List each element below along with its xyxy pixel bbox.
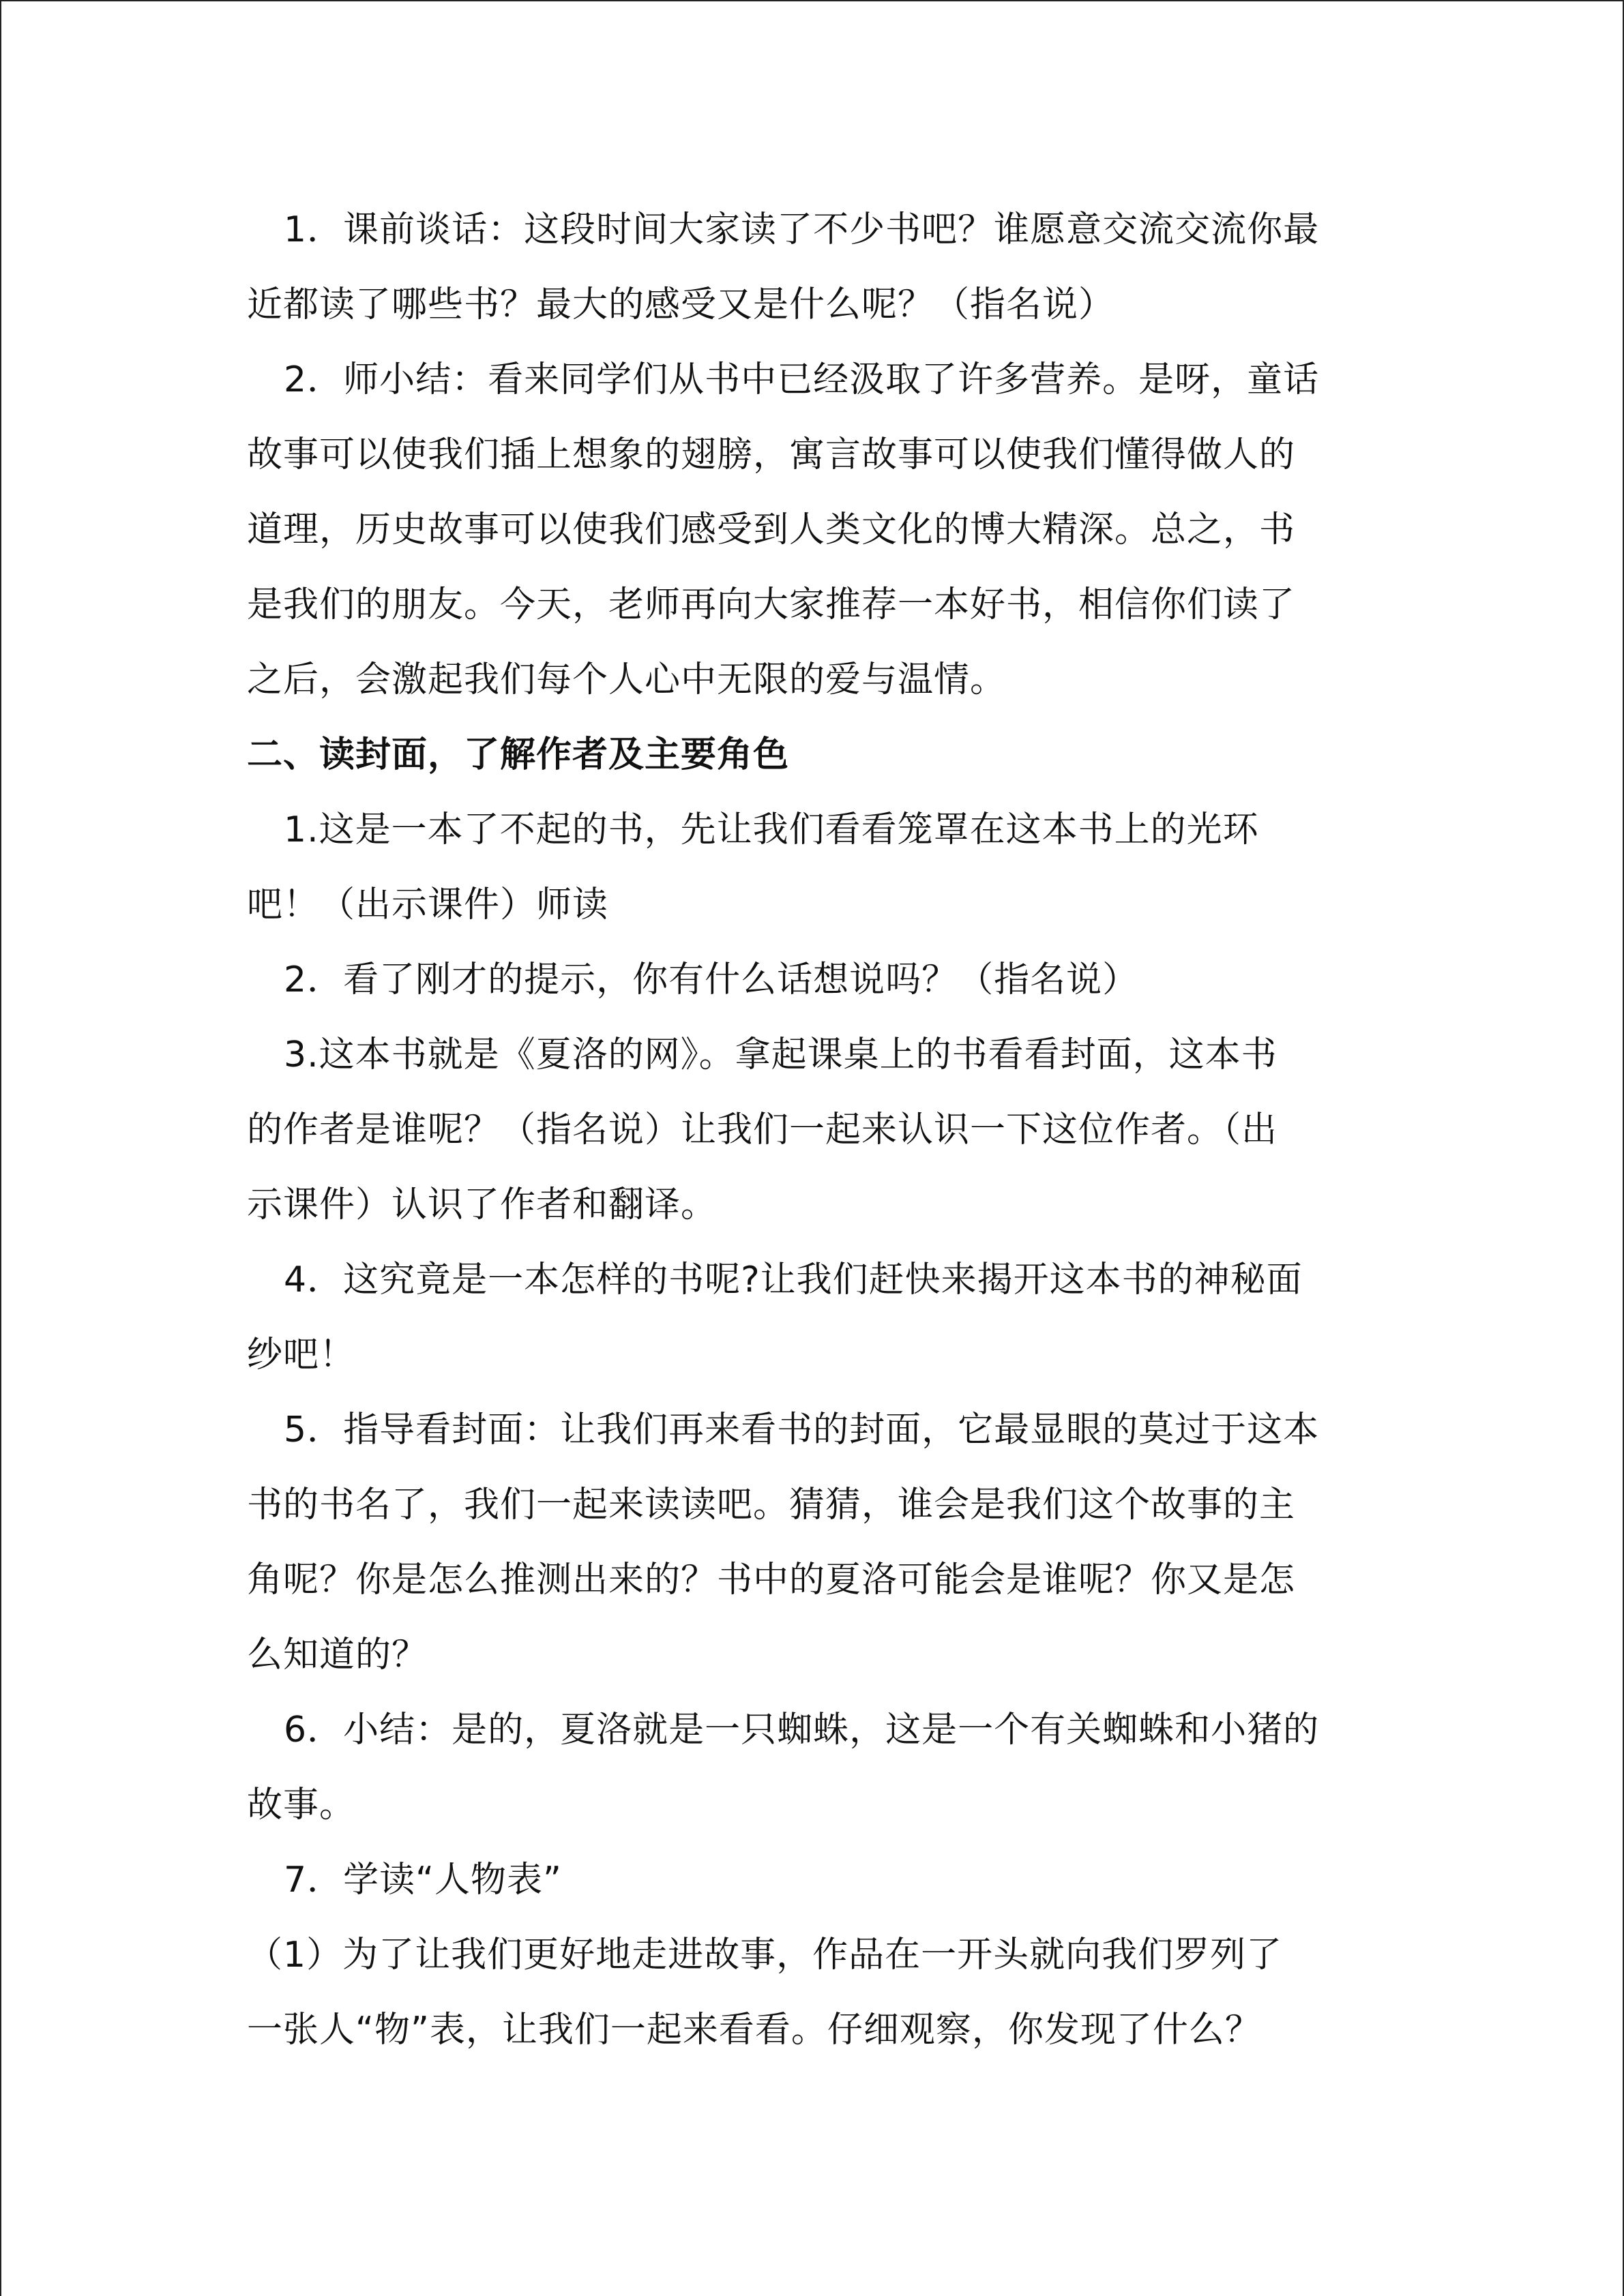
paragraph-line: 7．学读“人物表”: [284, 1860, 562, 1900]
paragraph-line: 示课件）认识了作者和翻译。: [247, 1184, 718, 1225]
section-heading: 二、读封面，了解作者及主要角色: [247, 734, 790, 775]
document-body: [247, 192, 1379, 2068]
paragraph-line: 角呢？你是怎么推测出来的？书中的夏洛可能会是谁呢？你又是怎: [247, 1560, 1296, 1600]
paragraph-line: 道理，历史故事可以使我们感受到人类文化的博大精深。总之，书: [247, 509, 1296, 550]
paragraph-line: 3.这本书就是《夏洛的网》。拿起课桌上的书看看封面，这本书: [284, 1034, 1278, 1075]
paragraph-line: 么知道的？: [247, 1635, 428, 1675]
paragraph-line: 2．看了刚才的提示，你有什么话想说吗？（指名说）: [284, 959, 1139, 1000]
paragraph-line: （1）为了让我们更好地走进故事，作品在一开头就向我们罗列了: [247, 1935, 1283, 1976]
paragraph-line: 故事。: [247, 1785, 356, 1825]
paragraph-line: 2．师小结：看来同学们从书中已经汲取了许多营养。是呀，童话: [284, 359, 1320, 400]
paragraph-line: 近都读了哪些书？最大的感受又是什么呢？（指名说）: [247, 284, 1115, 325]
paragraph-line: 1．课前谈话：这段时间大家读了不少书吧？谁愿意交流交流你最: [284, 209, 1320, 250]
paragraph-line: 的作者是谁呢？（指名说）让我们一起来认识一下这位作者。（出: [247, 1109, 1278, 1150]
paragraph-line: 一张人“物”表，让我们一起来看看。仔细观察，你发现了什么？: [247, 2010, 1261, 2051]
paragraph-line: 吧！（出示课件）师读: [247, 884, 609, 925]
paragraph-line: 之后，会激起我们每个人心中无限的爱与温情。: [247, 659, 1007, 700]
paragraph-line: 纱吧！: [247, 1335, 356, 1375]
paragraph-line: 1.这是一本了不起的书，先让我们看看笼罩在这本书上的光环: [284, 809, 1259, 850]
paragraph-line: 5．指导看封面：让我们再来看书的封面，它最显眼的莫过于这本: [284, 1410, 1320, 1450]
paragraph-line: 4．这究竟是一本怎样的书呢?让我们赶快来揭开这本书的神秘面: [284, 1259, 1303, 1300]
paragraph-line: 故事可以使我们插上想象的翅膀，寓言故事可以使我们懂得做人的: [247, 434, 1296, 475]
paragraph-line: 6．小结：是的，夏洛就是一只蜘蛛，这是一个有关蜘蛛和小猪的: [284, 1710, 1320, 1750]
paragraph-line: 书的书名了，我们一起来读读吧。猜猜，谁会是我们这个故事的主: [247, 1485, 1296, 1525]
paragraph-line: 是我们的朋友。今天，老师再向大家推荐一本好书，相信你们读了: [247, 584, 1296, 625]
